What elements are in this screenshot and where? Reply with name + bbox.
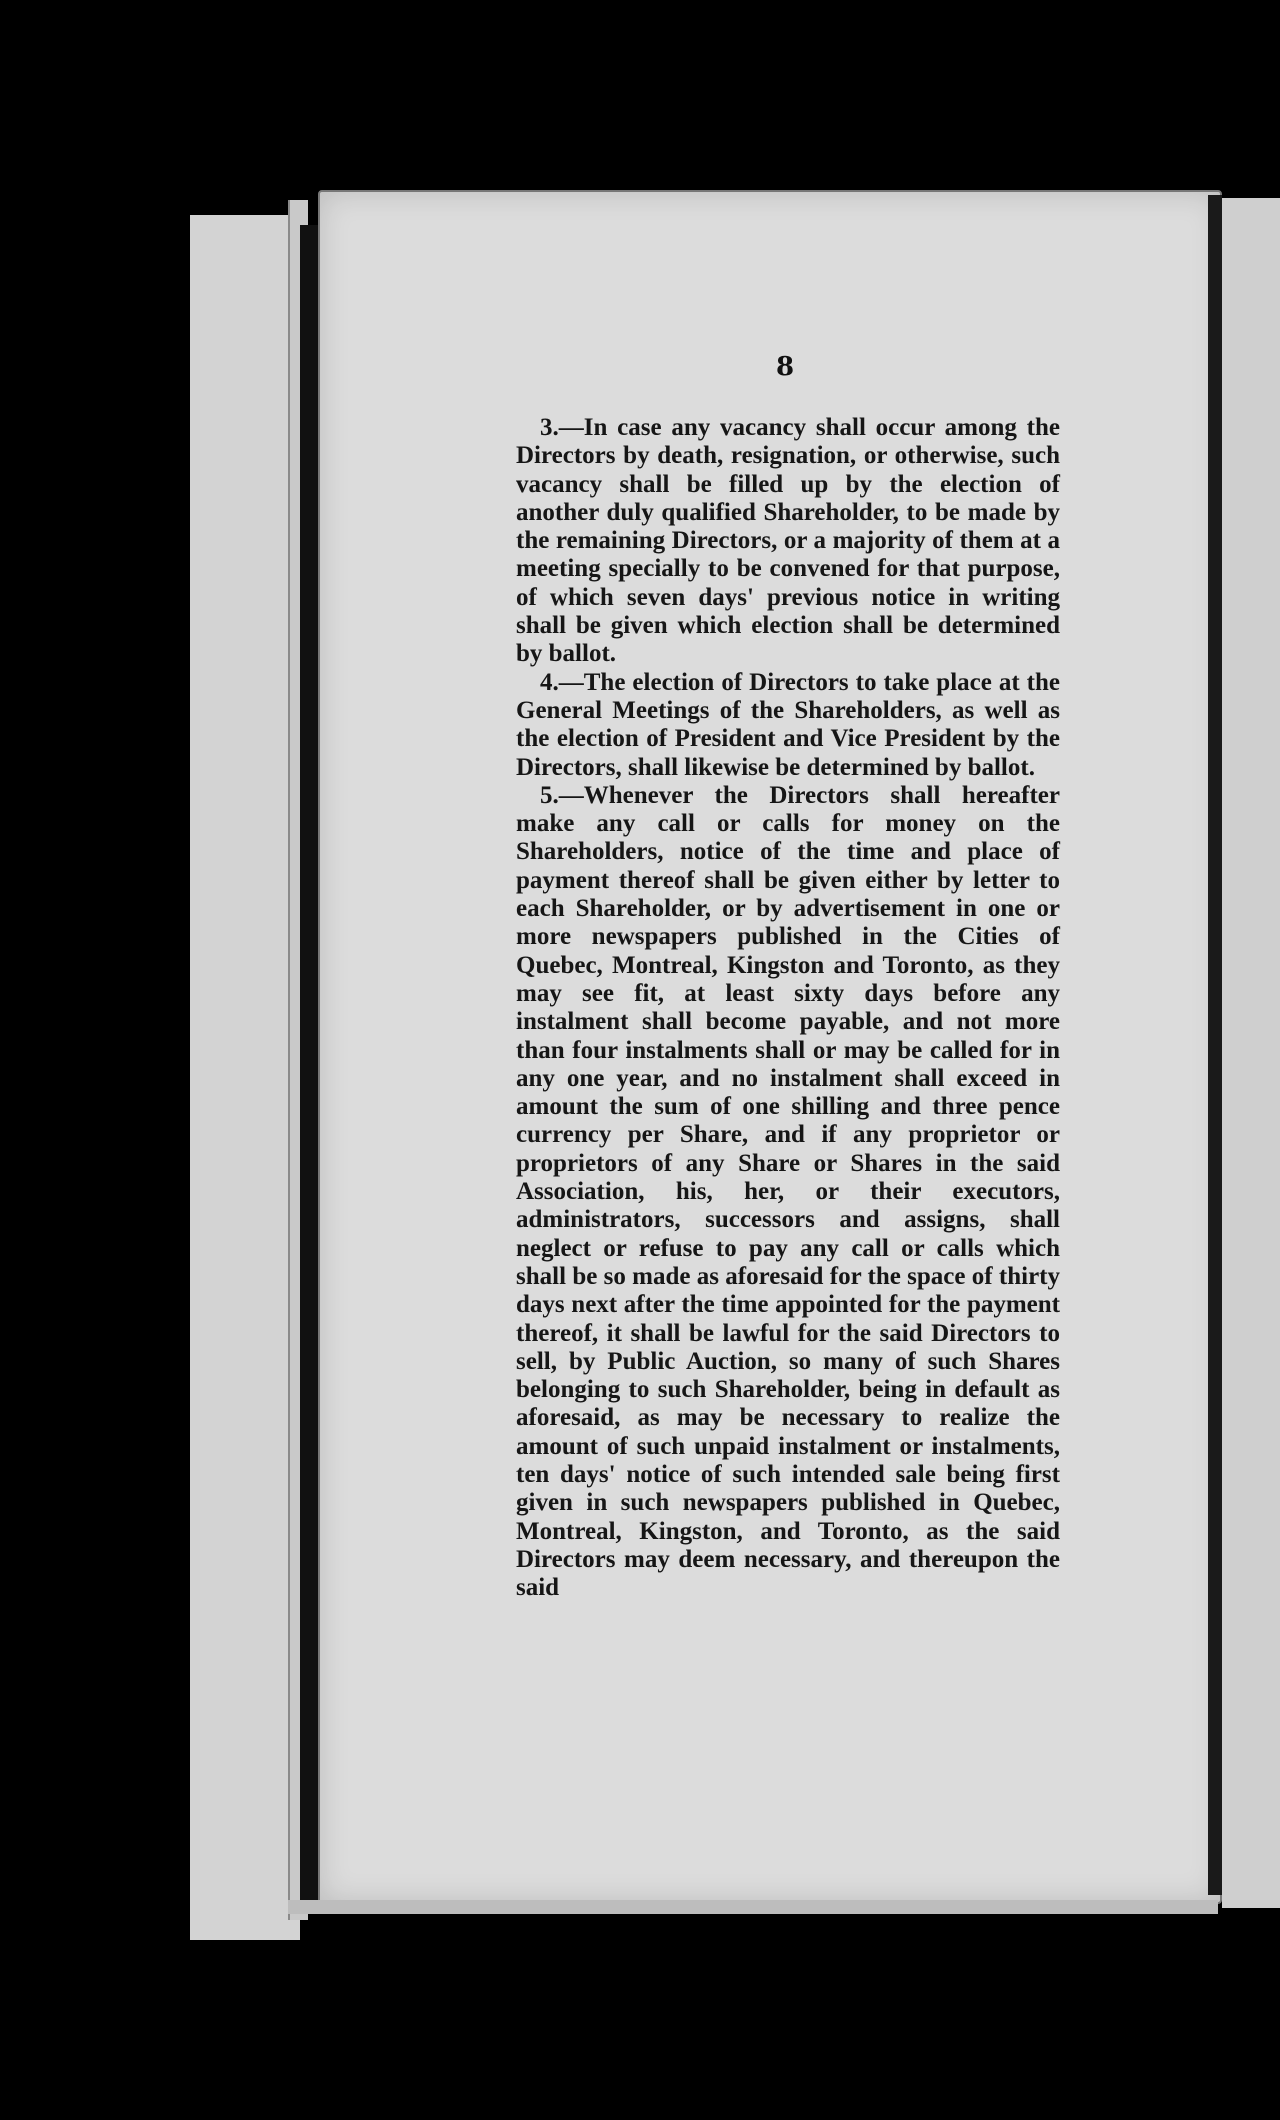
paragraph-4: 4.—The election of Directors to take place at the General Meetings of the Shareholders, as well as the election of President and Vice President by the Directors, shall likewise be determined by ballot.: [516, 668, 1060, 781]
adjacent-page-edge: [1222, 198, 1280, 1908]
body-text: [516, 414, 1060, 1602]
back-sheet: [190, 215, 300, 1940]
paragraph-3: 3.—In case any vacancy shall occur among the Directors by death, resignation, or otherwise, such vacancy shall be filled up by the election of another duly qualified Shareholder, to be made by the remaining Directors, or a majority of them at a meeting specially to be convened for that purpose, of which seven days' previous notice in writing shall be given which election shall be determined by ballot.: [516, 414, 1060, 668]
page-right-edge: [1208, 195, 1222, 1895]
page-number: 8: [775, 352, 795, 382]
page-bottom-edge: [288, 1900, 1218, 1914]
paragraph-5: 5.—Whenever the Directors shall hereafter make any call or calls for money on the Shareholders, notice of the time and place of payment thereof shall be given either by letter to each Shareholder, or by advertisement in one or more newspapers published in the Cities of Quebec, Montreal, Kingston and Toronto, as they may see fit, at least sixty days before any instalment shall become payable, and not more than four instalments shall or may be called for in any one year, and no instalment shall exceed in amount the sum of one shilling and three pence currency per Share, and if any proprietor or proprietors of any Share or Shares in the said Association, his, her, or their executors, administrators, successors and assigns, shall neglect or refuse to pay any call or calls which shall be so made as aforesaid for the space of thirty days next after the time appointed for the payment thereof, it shall be lawful for the said Directors to sell, by Public Auction, so many of such Shares belonging to such Shareholder, being in default as aforesaid, as may be necessary to realize the amount of such unpaid instalment or instalments, ten days' notice of such intended sale being first given in such newspapers published in Quebec, Montreal, Kingston, and Toronto, as the said Directors may deem necessary, and thereupon the said: [516, 781, 1060, 1602]
